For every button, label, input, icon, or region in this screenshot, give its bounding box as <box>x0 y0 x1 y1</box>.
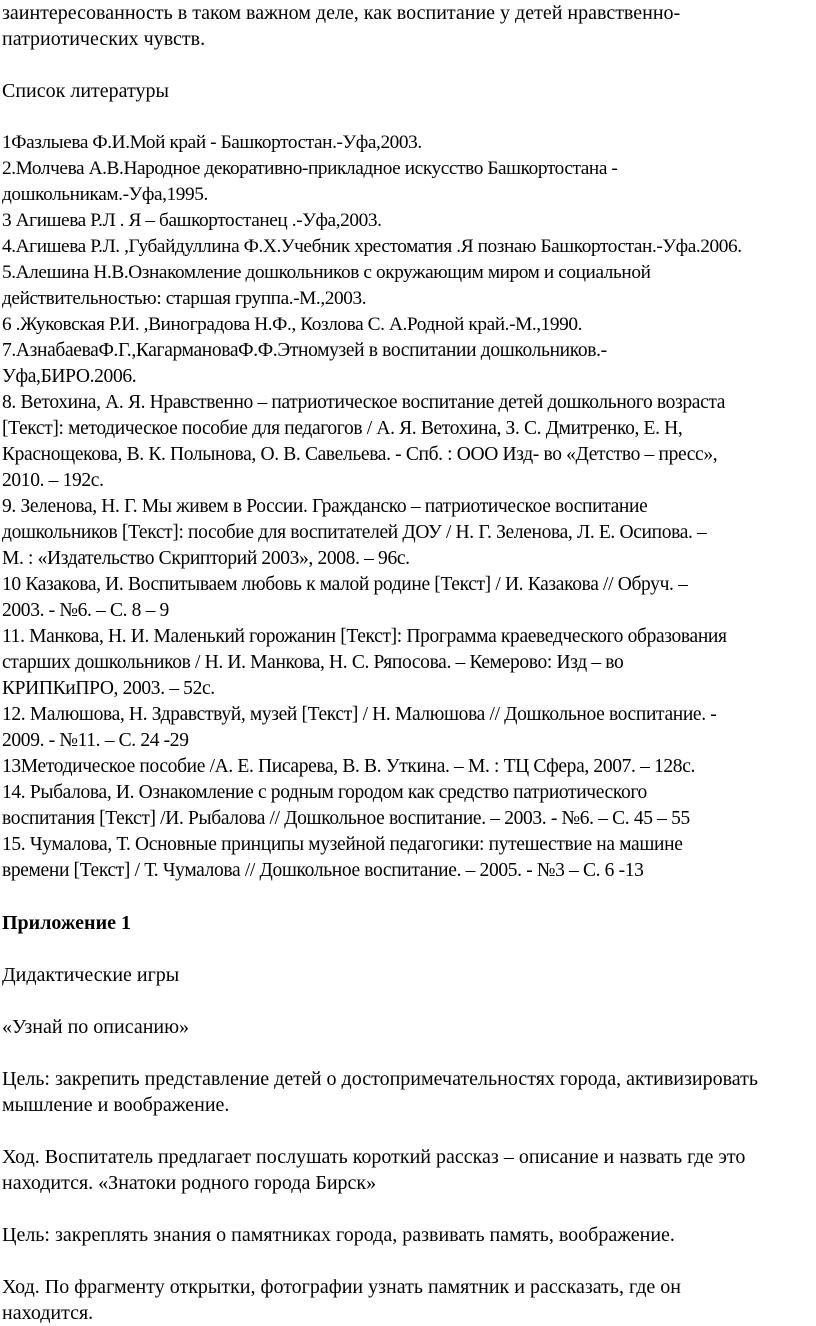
game1-course-line-2: находится. «Знатоки родного города Бирск» <box>2 1172 377 1194</box>
reference-line: воспитания [Текст] /И. Рыбалова // Дошкольное воспитание. – 2003. - №6. – С. 45 – 55 <box>2 808 690 829</box>
reference-line: 2003. - №6. – С. 8 – 9 <box>2 600 169 621</box>
references-list <box>2 130 816 884</box>
spacer <box>2 884 816 910</box>
reference-line: 4.Агишева Р.Л. ,Губайдуллина Ф.Х.Учебник хрестоматия .Я познаю Башкортостан.-Уфа.2006. <box>2 236 742 257</box>
reference-line: дошкольникам.-Уфа,1995. <box>2 184 208 205</box>
spacer <box>2 936 816 962</box>
reference-line: Краснощекова, В. К. Полынова, О. В. Савельева. - Спб. : ООО Изд- во «Детство – пресс», <box>2 444 718 465</box>
game2-goal: Цель: закреплять знания о памятниках города, развивать память, воображение. <box>2 1224 675 1246</box>
reference-line: 10 Казакова, И. Воспитываем любовь к малой родине [Текст] / И. Казакова // Обруч. – <box>2 574 688 595</box>
reference-line: М. : «Издательство Скрипторий 2003», 2008. – 96с. <box>2 548 410 569</box>
game2-course-line-2: находится. <box>2 1302 94 1324</box>
reference-line: 2010. – 192с. <box>2 470 104 491</box>
game1-goal-line-2: мышление и воображение. <box>2 1094 230 1116</box>
reference-line: 8. Ветохина, А. Я. Нравственно – патриотическое воспитание детей дошкольного возраста <box>2 392 726 413</box>
spacer <box>2 1118 816 1144</box>
reference-line: 7.АзнабаеваФ.Г.,КагармановаФ.Ф.Этномузей в воспитании дошкольников.- <box>2 340 607 361</box>
reference-line: 1Фазлыева Ф.И.Мой край - Башкортостан.-Уфа,2003. <box>2 132 422 153</box>
references-heading: Список литературы <box>2 80 169 102</box>
reference-line: 5.Алешина Н.В.Ознакомление дошкольников с окружающим миром и социальной <box>2 262 651 283</box>
reference-line: [Текст]: методическое пособие для педагогов / А. Я. Ветохина, З. С. Дмитренко, Е. Н, <box>2 418 683 439</box>
game2-course-line-1: Ход. По фрагменту открытки, фотографии узнать памятник и рассказать, где он <box>2 1276 681 1298</box>
spacer <box>2 52 816 78</box>
game1-course-line-1: Ход. Воспитатель предлагает послушать короткий рассказ – описание и назвать где это <box>2 1146 746 1168</box>
spacer <box>2 1040 816 1066</box>
intro-line-2: патриотических чувств. <box>2 28 206 50</box>
reference-line: дошкольников [Текст]: пособие для воспитателей ДОУ / Н. Г. Зеленова, Л. Е. Осипова. – <box>2 522 707 543</box>
reference-line: 11. Манкова, Н. И. Маленький горожанин [Текст]: Программа краеведческого образования <box>2 626 727 647</box>
reference-line: 14. Рыбалова, И. Ознакомление с родным городом как средство патриотического <box>2 782 647 803</box>
spacer <box>2 1196 816 1222</box>
reference-line: 2.Молчева А.В.Народное декоративно-прикладное искусство Башкортостана - <box>2 158 618 179</box>
games-heading: Дидактические игры <box>2 964 180 986</box>
reference-line: 3 Агишева Р.Л . Я – башкортостанец .-Уфа,2003. <box>2 210 382 231</box>
reference-line: старших дошкольников / Н. И. Манкова, Н. С. Ряпосова. – Кемерово: Изд – во <box>2 652 624 673</box>
appendix-title: Приложение 1 <box>2 912 131 934</box>
reference-line: 13Методическое пособие /А. Е. Писарева, В. В. Уткина. – М. : ТЦ Сфера, 2007. – 128с. <box>2 756 696 777</box>
spacer <box>2 104 816 130</box>
spacer <box>2 988 816 1014</box>
reference-line: действительностью: старшая группа.-М.,2003. <box>2 288 367 309</box>
reference-line: 2009. - №11. – С. 24 -29 <box>2 730 189 751</box>
reference-line: 12. Малюшова, Н. Здравствуй, музей [Текст] / Н. Малюшова // Дошкольное воспитание. - <box>2 704 717 725</box>
reference-line: Уфа,БИРО.2006. <box>2 366 137 387</box>
game1-title: «Узнай по описанию» <box>2 1016 190 1038</box>
reference-line: КРИПКиПРО, 2003. – 52с. <box>2 678 215 699</box>
reference-line: 9. Зеленова, Н. Г. Мы живем в России. Гражданско – патриотическое воспитание <box>2 496 648 517</box>
intro-line-1: заинтересованность в таком важном деле, как воспитание у детей нравственно- <box>2 2 681 24</box>
game1-goal-line-1: Цель: закрепить представление детей о достопримечательностях города, активизировать <box>2 1068 759 1090</box>
spacer <box>2 1248 816 1274</box>
reference-line: 15. Чумалова, Т. Основные принципы музейной педагогики: путешествие на машине <box>2 834 683 855</box>
reference-line: времени [Текст] / Т. Чумалова // Дошкольное воспитание. – 2005. - №3 – С. 6 -13 <box>2 860 644 881</box>
reference-line: 6 .Жуковская Р.И. ,Виноградова Н.Ф., Козлова С. А.Родной край.-М.,1990. <box>2 314 583 335</box>
